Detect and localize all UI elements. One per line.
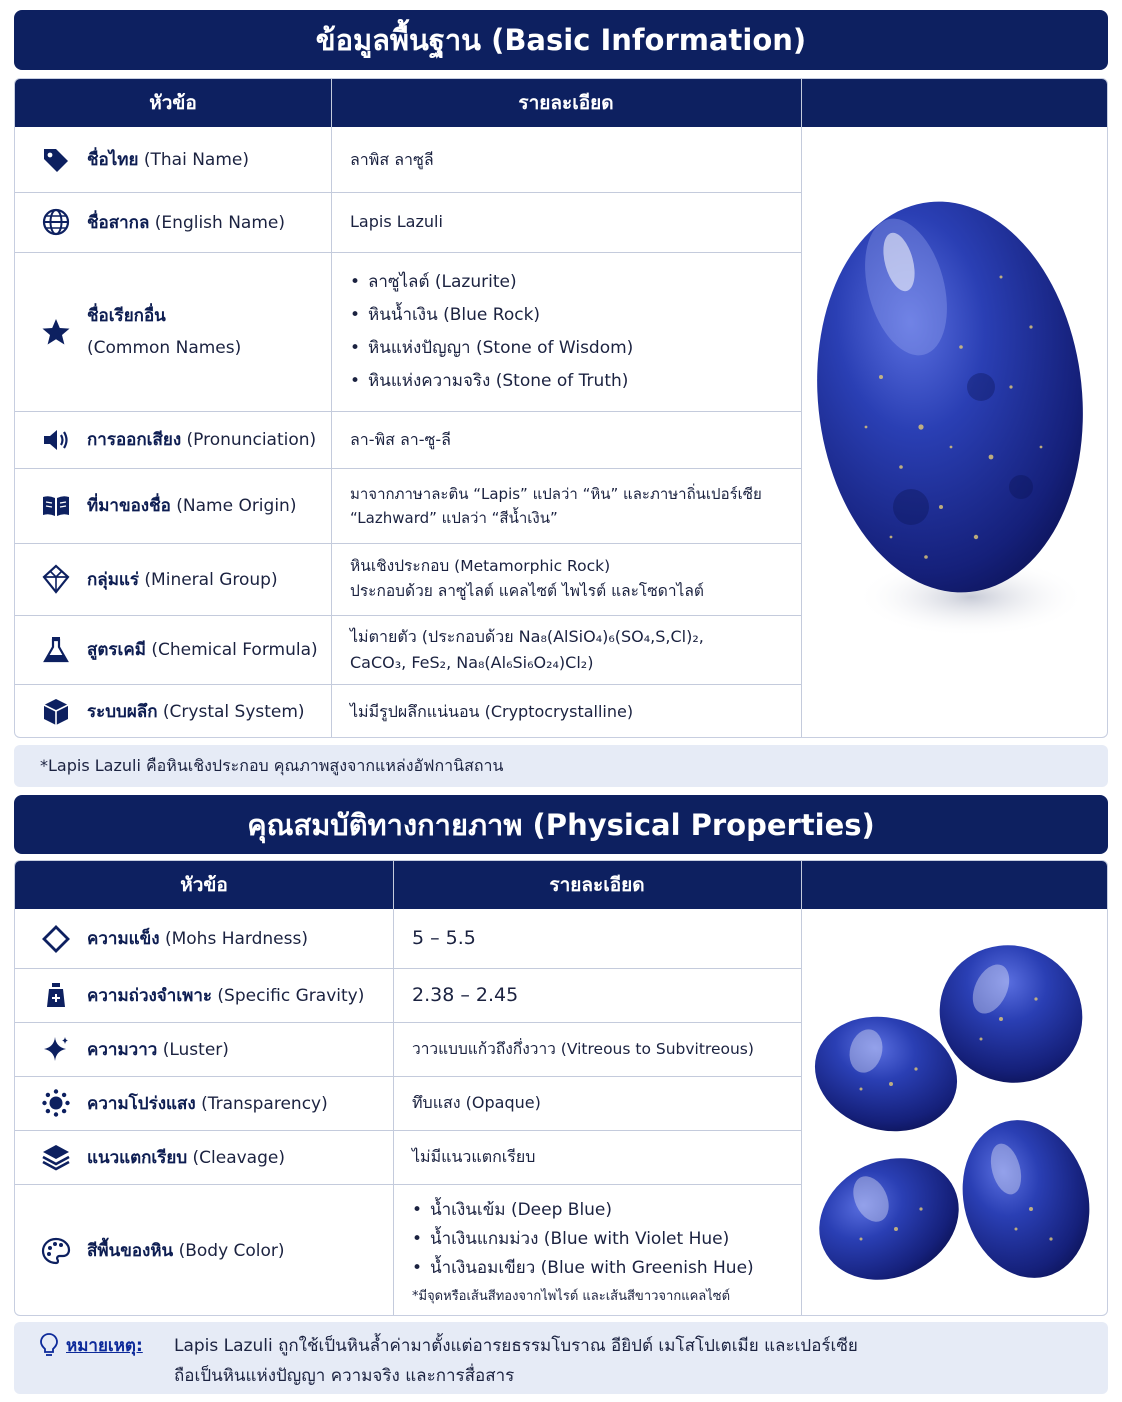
chemical-formula-value: ไม่ตายตัว (ประกอบด้วย Na₈(AlSiO₄)₆(SO₄,S,Cl)₂, CaCO₃, FeS₂, Na₈(Al₆Si₆O₂₄)Cl₂) — [350, 626, 704, 672]
list-item: • หินแห่งปัญญา (Stone of Wisdom) — [350, 332, 633, 365]
table-row: ชื่อเรียกอื่น (Common Names) — [41, 252, 241, 411]
list-item: • หินแห่งความจริง (Stone of Truth) — [350, 365, 633, 398]
column-header-image — [801, 861, 1108, 909]
pronunciation-value: ลา-พิส ลา-ซู-ลี — [350, 429, 451, 449]
layers-icon — [41, 1142, 71, 1172]
luster-value: วาวแบบแก้วถึงกึ่งวาว (Vitreous to Subvitreous) — [412, 1039, 754, 1058]
note-line-1: Lapis Lazuli ถูกใช้เป็นหินล้ำค่ามาตั้งแต่อารยธรรมโบราณ อียิปต์ เมโสโปเตเมีย และเปอร์เซีย — [174, 1336, 858, 1356]
table-row: ความวาว (Luster) — [41, 1022, 229, 1076]
note-line-2: ถือเป็นหินแห่งปัญญา ความจริง และการสื่อสาร — [174, 1366, 515, 1386]
thai-name-value: ลาพิส ลาซูลี — [350, 149, 434, 169]
basic-info-footnote: *Lapis Lazuli คือหินเชิงประกอบ คุณภาพสูงจากแหล่งอัฟกานิสถาน — [14, 745, 1108, 787]
speaker-icon — [41, 425, 71, 455]
table-row: การออกเสียง (Pronunciation) — [41, 411, 316, 468]
cleavage-value: ไม่มีแนวแตกเรียบ — [412, 1147, 536, 1167]
table-row: ระบบผลึก (Crystal System) — [41, 684, 305, 738]
column-header-image — [801, 79, 1108, 127]
basic-info-table — [14, 78, 1108, 738]
column-header-topic: หัวข้อ — [15, 79, 331, 127]
name-origin-value: มาจากภาษาละติน “Lapis” แปลว่า “หิน” และภาษาถิ่นเปอร์เซีย “Lazhward” แปลว่า “สีน้ำเงิน” — [350, 484, 762, 527]
lapis-stones-group-image — [801, 909, 1108, 1316]
bottom-note — [14, 1322, 1108, 1394]
book-icon — [41, 491, 71, 521]
table-row: สีพื้นของหิน (Body Color) — [41, 1184, 285, 1316]
section-physical-properties-title: คุณสมบัติทางกายภาพ (Physical Properties) — [14, 795, 1108, 854]
star-icon — [41, 317, 71, 347]
column-header-detail: รายละเอียด — [393, 861, 801, 909]
sparkle-icon — [41, 1034, 71, 1064]
tag-icon — [41, 145, 71, 175]
specific-gravity-value: 2.38 – 2.45 — [412, 983, 519, 1006]
body-color-subnote: *มีจุดหรือเส้นสีทองจากไพไรต์ และเส้นสีขาวจากแคลไซต์ — [412, 1288, 731, 1304]
table-row: แนวแตกเรียบ (Cleavage) — [41, 1130, 285, 1184]
table-row: กลุ่มแร่ (Mineral Group) — [41, 543, 278, 615]
table-row: ความโปร่งแสง (Transparency) — [41, 1076, 328, 1130]
table-row: ความแข็ง (Mohs Hardness) — [41, 909, 308, 968]
sun-icon — [41, 1088, 71, 1118]
list-item: • ลาซูไลต์ (Lazurite) — [350, 266, 633, 299]
crystal-system-value: ไม่มีรูปผลึกแน่นอน (Cryptocrystalline) — [350, 701, 634, 721]
gem-icon — [41, 564, 71, 594]
section-basic-info-title: ข้อมูลพื้นฐาน (Basic Information) — [14, 10, 1108, 70]
mineral-group-value: หินเชิงประกอบ (Metamorphic Rock) ประกอบด้วย ลาซูไลต์ แคลไซต์ ไพไรต์ และโซดาไลต์ — [350, 557, 704, 600]
note-label: หมายเหตุ: — [66, 1336, 143, 1356]
cube-icon — [41, 697, 71, 727]
english-name-value: Lapis Lazuli — [350, 212, 443, 232]
palette-icon — [41, 1236, 71, 1266]
lightbulb-icon — [38, 1332, 60, 1358]
lapis-stone-image — [801, 127, 1108, 738]
table-row: ชื่อสากล (English Name) — [41, 192, 285, 252]
column-header-topic: หัวข้อ — [15, 861, 393, 909]
table-row: ที่มาของชื่อ (Name Origin) — [41, 468, 296, 543]
weight-icon — [41, 980, 71, 1010]
flask-icon — [41, 635, 71, 665]
body-color-list — [412, 1184, 754, 1316]
table-row: ความถ่วงจำเพาะ (Specific Gravity) — [41, 968, 364, 1022]
table-row: สูตรเคมี (Chemical Formula) — [41, 615, 318, 684]
common-names-list — [350, 252, 633, 411]
transparency-value: ทึบแสง (Opaque) — [412, 1093, 541, 1113]
list-item: • น้ำเงินแกมม่วง (Blue with Violet Hue) — [412, 1225, 754, 1254]
list-item: • น้ำเงินอมเขียว (Blue with Greenish Hue) — [412, 1254, 754, 1283]
globe-icon — [41, 207, 71, 237]
list-item: • น้ำเงินเข้ม (Deep Blue) — [412, 1196, 754, 1225]
physical-properties-table — [14, 860, 1108, 1316]
diamond-outline-icon — [41, 924, 71, 954]
hardness-value: 5 – 5.5 — [412, 927, 476, 950]
list-item: • หินน้ำเงิน (Blue Rock) — [350, 299, 633, 332]
column-header-detail: รายละเอียด — [331, 79, 801, 127]
table-row: ชื่อไทย (Thai Name) — [41, 127, 249, 192]
